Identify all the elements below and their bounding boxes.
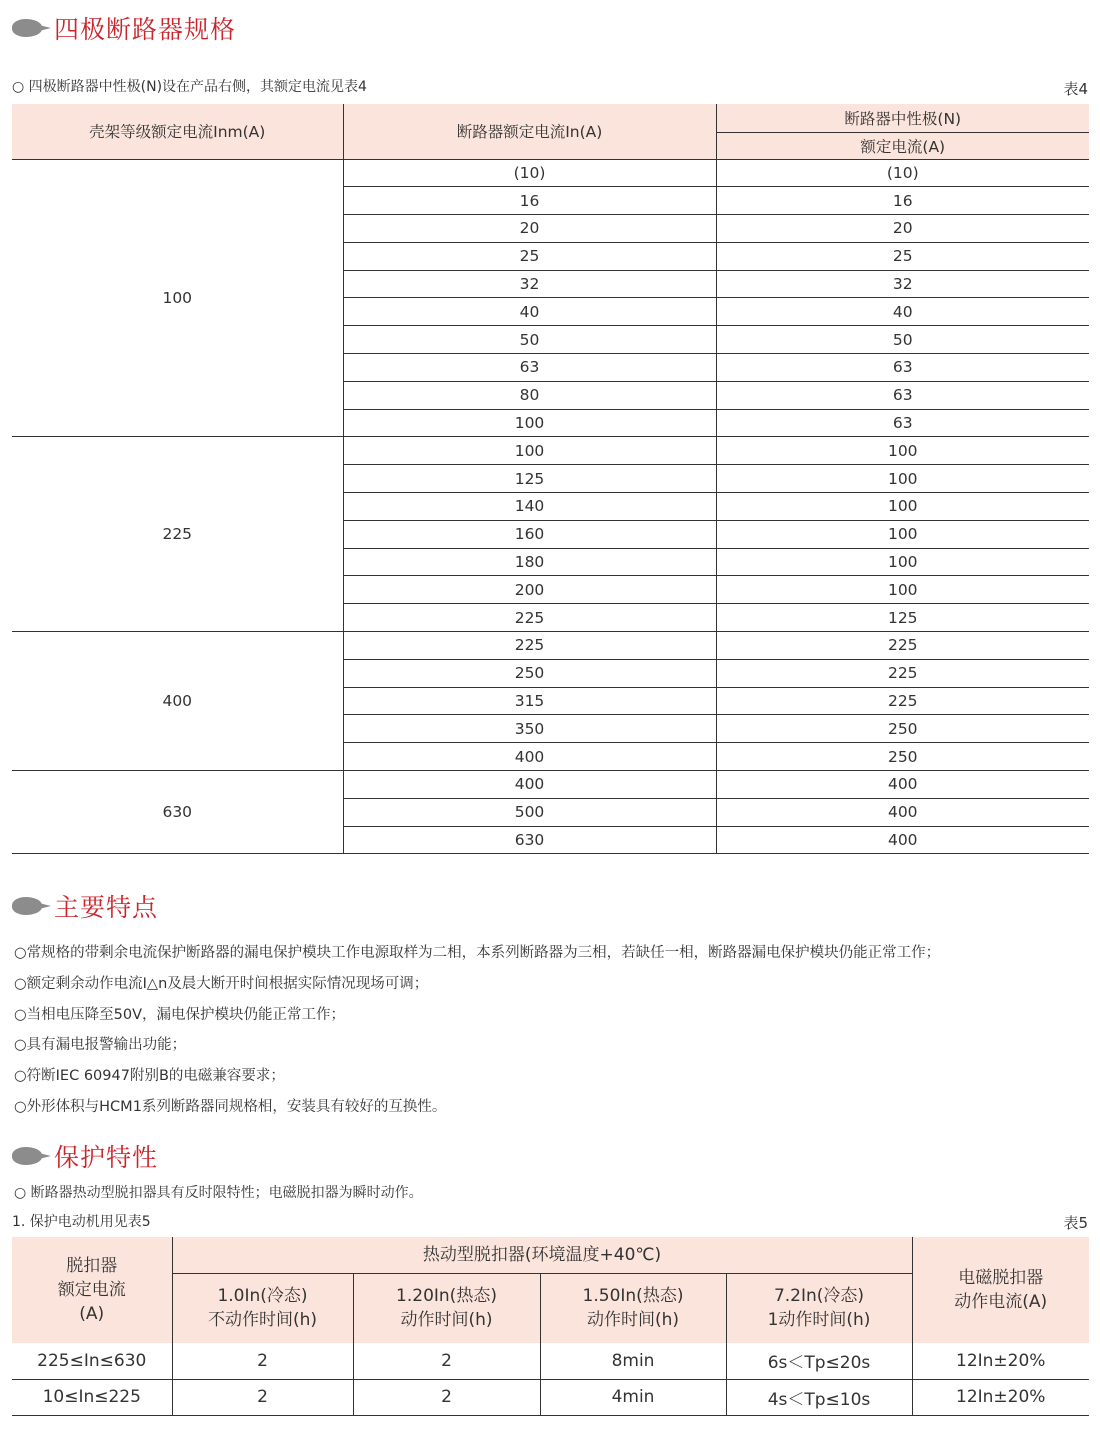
rated-current-cell: 80 (343, 381, 716, 409)
neutral-current-cell: 225 (716, 659, 1089, 687)
table-row (12, 159, 1089, 187)
neutral-current-cell: (10) (716, 159, 1089, 187)
rated-current-cell: 630 (343, 826, 716, 854)
table-cell: 12In±20% (912, 1379, 1089, 1415)
frame-current-cell: 630 (12, 771, 343, 854)
neutral-current-cell: 125 (716, 604, 1089, 632)
header-line: 额定电流 (57, 1280, 126, 1300)
neutral-current-cell: 100 (716, 548, 1089, 576)
rated-current-cell: 50 (343, 326, 716, 354)
rated-current-cell: 225 (343, 604, 716, 632)
table-cell: 10≤In≤225 (12, 1379, 172, 1415)
neutral-current-cell: 100 (716, 465, 1089, 493)
table5 (12, 1237, 1089, 1416)
header-line: 不动作时间(h) (207, 1310, 318, 1331)
frame-current-cell: 225 (12, 437, 343, 632)
neutral-current-cell: 50 (716, 326, 1089, 354)
rated-current-cell: 250 (343, 659, 716, 687)
neutral-current-cell: 16 (716, 187, 1089, 215)
neutral-current-cell: 400 (716, 771, 1089, 799)
protection-note: ○ 断路器热动型脱扣器具有反时限特性；电磁脱扣器为瞬时动作。 (14, 1185, 423, 1201)
table-cell: 12In±20% (912, 1343, 1089, 1379)
rated-current-cell: 32 (343, 270, 716, 298)
header-release-current (12, 1237, 172, 1343)
rated-current-cell: 100 (343, 437, 716, 465)
table-cell: 8min (540, 1343, 726, 1379)
rated-current-cell: 400 (343, 771, 716, 799)
table5-note: 1. 保护电动机用见表5 (12, 1214, 151, 1230)
neutral-current-cell: 400 (716, 826, 1089, 854)
table-row (12, 437, 1089, 465)
header-line: 动作电流(A) (954, 1292, 1048, 1312)
header-line: 动作时间(h) (586, 1310, 680, 1331)
rated-current-cell: 100 (343, 409, 716, 437)
neutral-current-cell: 32 (716, 270, 1089, 298)
table-row (12, 632, 1089, 660)
table-cell: 2 (172, 1379, 353, 1415)
table-cell: 4min (540, 1379, 726, 1415)
header-rated-current: 断路器额定电流In(A) (343, 104, 716, 159)
neutral-current-cell: 63 (716, 354, 1089, 382)
rated-current-cell: 25 (343, 242, 716, 270)
neutral-current-cell: 100 (716, 576, 1089, 604)
header-line: 1.20In(热态) (396, 1286, 497, 1307)
header-line: 脱扣器 (66, 1256, 118, 1276)
table5-number: 表5 (1063, 1214, 1088, 1232)
neutral-current-cell: 225 (716, 632, 1089, 660)
feature-item: ○额定剩余动作电流I△n及晨大断开时间根据实际情况现场可调； (14, 975, 429, 992)
section-header-specs (12, 10, 236, 46)
header-line: 电磁脱扣器 (958, 1268, 1044, 1288)
rated-current-cell: (10) (343, 159, 716, 187)
neutral-current-cell: 225 (716, 687, 1089, 715)
rated-current-cell: 63 (343, 354, 716, 382)
table4 (12, 104, 1089, 854)
rated-current-cell: 200 (343, 576, 716, 604)
rated-current-cell: 400 (343, 743, 716, 771)
rated-current-cell: 40 (343, 298, 716, 326)
section-header-features (12, 888, 158, 924)
table-cell: 2 (172, 1343, 353, 1379)
neutral-current-cell: 250 (716, 743, 1089, 771)
rated-current-cell: 20 (343, 215, 716, 243)
feature-item: ○符断IEC 60947附别B的电磁兼容要求； (14, 1068, 285, 1085)
table4-number: 表4 (1063, 80, 1088, 98)
section-title: 主要特点 (54, 893, 159, 922)
header-1-20in (353, 1273, 540, 1343)
feature-item: ○常规格的带剩余电流保护断路器的漏电保护模块工作电源取样为二相，本系列断路器为三相，若缺任一相，断路器漏电保护模块仍能正常工作； (14, 945, 941, 961)
feature-item: ○当相电压降至50V，漏电保护模块仍能正常工作； (14, 1006, 346, 1023)
rated-current-cell: 500 (343, 798, 716, 826)
header-neutral-rated: 额定电流(A) (716, 132, 1089, 159)
table-cell: 2 (353, 1379, 540, 1415)
neutral-current-cell: 100 (716, 493, 1089, 521)
rated-current-cell: 140 (343, 493, 716, 521)
neutral-current-cell: 100 (716, 520, 1089, 548)
feature-item: ○外形体积与HCM1系列断路器同规格相，安装具有较好的互换性。 (14, 1098, 447, 1115)
section-title: 保护特性 (54, 1143, 159, 1172)
header-line: 动作时间(h) (400, 1310, 493, 1331)
header-line: 1.0In(冷态) (217, 1286, 308, 1307)
header-7-2in (726, 1273, 912, 1343)
table4-note: ○ 四极断路器中性极(N)设在产品右侧，其额定电流见表4 (12, 79, 367, 95)
header-line: 7.2In(冷态) (773, 1286, 865, 1307)
table-row (12, 1343, 1089, 1379)
header-line: (A) (79, 1304, 105, 1324)
rated-current-cell: 160 (343, 520, 716, 548)
rated-current-cell: 125 (343, 465, 716, 493)
feature-item: ○具有漏电报警输出功能； (14, 1037, 187, 1054)
table-cell: 225≤In≤630 (12, 1343, 172, 1379)
header-frame-current: 壳架等级额定电流Inm(A) (12, 104, 343, 159)
rated-current-cell: 350 (343, 715, 716, 743)
rated-current-cell: 225 (343, 632, 716, 660)
table-cell: 2 (353, 1343, 540, 1379)
header-neutral-pole: 断路器中性极(N) (716, 104, 1089, 132)
leaf-bullet-icon (12, 897, 46, 915)
header-1-0in (172, 1273, 353, 1343)
header-thermal-release: 热动型脱扣器(环境温度+40℃) (172, 1237, 912, 1273)
table-cell: 4s＜Tp≤10s (726, 1379, 912, 1415)
table-row (12, 771, 1089, 799)
neutral-current-cell: 40 (716, 298, 1089, 326)
header-line: 1动作时间(h) (767, 1310, 871, 1331)
neutral-current-cell: 63 (716, 409, 1089, 437)
neutral-current-cell: 20 (716, 215, 1089, 243)
header-1-50in (540, 1273, 726, 1343)
neutral-current-cell: 250 (716, 715, 1089, 743)
neutral-current-cell: 100 (716, 437, 1089, 465)
leaf-bullet-icon (12, 1147, 46, 1165)
frame-current-cell: 100 (12, 159, 343, 437)
rated-current-cell: 16 (343, 187, 716, 215)
section-title: 四极断路器规格 (54, 15, 237, 44)
rated-current-cell: 180 (343, 548, 716, 576)
table4-body (12, 159, 1089, 854)
leaf-bullet-icon (12, 19, 46, 37)
frame-current-cell: 400 (12, 632, 343, 771)
neutral-current-cell: 400 (716, 798, 1089, 826)
header-magnetic-release (912, 1237, 1089, 1343)
neutral-current-cell: 25 (716, 242, 1089, 270)
table-row (12, 1379, 1089, 1415)
section-header-protection (12, 1138, 158, 1174)
header-line: 1.50In(热态) (582, 1286, 684, 1307)
feature-list (14, 938, 940, 1123)
table-cell: 6s＜Tp≤20s (726, 1343, 912, 1379)
neutral-current-cell: 63 (716, 381, 1089, 409)
rated-current-cell: 315 (343, 687, 716, 715)
